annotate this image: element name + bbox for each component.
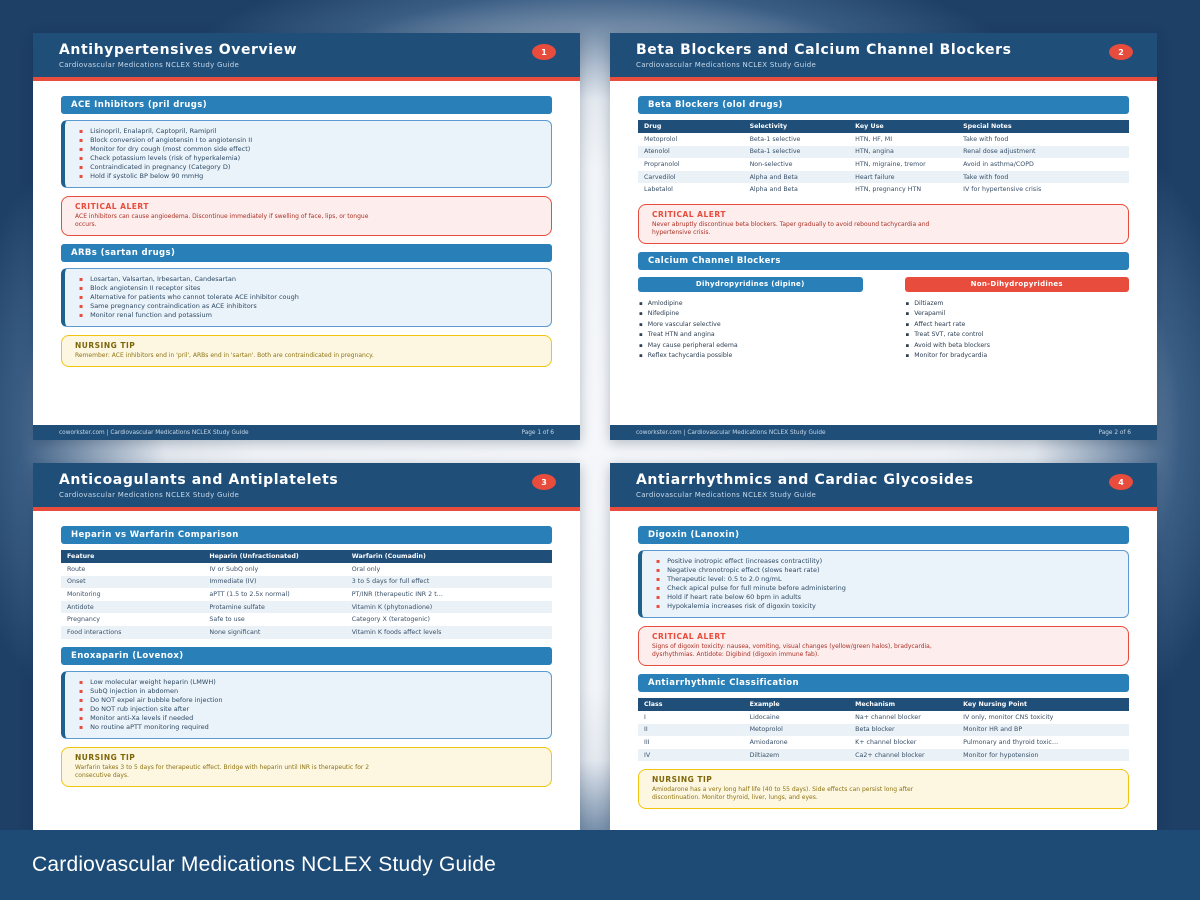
table-cell: K+ channel blocker <box>855 738 917 746</box>
footer-page-number: Page 2 of 6 <box>1098 429 1131 436</box>
table-header-cell: Drug <box>638 120 744 133</box>
table-cell: Monitor for hypotension <box>957 749 1129 762</box>
table-cell: Beta blocker <box>849 724 957 737</box>
table-cell: Immediate (IV) <box>203 576 345 589</box>
list-item: ▪ SubQ injection in abdomen <box>79 687 537 696</box>
nursing-tip-box <box>61 335 552 367</box>
page-content <box>610 81 1157 362</box>
table-row <box>61 626 552 639</box>
list-item: ▪ Hold if systolic BP below 90 mmHg <box>79 172 537 181</box>
list-item: ▪ Block conversion of angiotensin I to angiotensin II <box>79 136 537 145</box>
table-header-cell: Special Notes <box>957 120 1129 133</box>
critical-alert-text: ACE inhibitors can cause angioedema. Discontinue immediately if swelling of face, lips, or tongue occurs. <box>75 213 369 228</box>
table-cell: Ca2+ channel blocker <box>849 749 957 762</box>
document-title: Cardiovascular Medications NCLEX Study Guide <box>32 853 497 876</box>
section-header-ace-inhibitors: ACE Inhibitors (pril drugs) <box>61 96 552 114</box>
critical-alert-title: CRITICAL ALERT <box>652 632 726 641</box>
table-cell: Metoprolol <box>644 135 678 143</box>
list-item: ▪ Contraindicated in pregnancy (Category D) <box>79 163 537 172</box>
table-cell: Lidocaine <box>749 713 780 721</box>
table-row <box>61 601 552 614</box>
list-item: ▪ Avoid with beta blockers <box>906 341 1130 352</box>
critical-alert-box <box>638 204 1129 244</box>
nursing-tip-box <box>61 747 552 787</box>
table-cell: Food interactions <box>61 626 203 639</box>
table-cell: Category X (teratogenic) <box>351 616 430 624</box>
page-card-antihypertensives <box>33 33 580 440</box>
non-dihydropyridines-header: Non-Dihydropyridines <box>905 277 1130 292</box>
table-cell: HTN, angina <box>849 146 957 159</box>
page-subtitle: Cardiovascular Medications NCLEX Study Guide <box>636 491 817 499</box>
nursing-tip-text: Amiodarone has a very long half life (40 to 55 days). Side effects can persist long after discontinuation. Monitor thyroid, liver, lungs, and eyes. <box>652 786 914 802</box>
dihydropyridines-list <box>638 299 863 362</box>
list-item: ▪ Losartan, Valsartan, Irbesartan, Candesartan <box>79 275 537 284</box>
nursing-tip-title: NURSING TIP <box>75 341 136 350</box>
page-number-badge: 2 <box>1109 44 1133 60</box>
list-item: ▪ Low molecular weight heparin (LMWH) <box>79 678 537 687</box>
page-number-badge: 3 <box>532 474 556 490</box>
table-header-cell: Selectivity <box>744 120 850 133</box>
non-dihydropyridines-column <box>905 277 1130 362</box>
list-item: ▪ May cause peripheral edema <box>639 341 863 352</box>
list-item: ▪ Lisinopril, Enalapril, Captopril, Ramipril <box>79 127 537 136</box>
page-header <box>610 33 1157 81</box>
page-title: Anticoagulants and Antiplatelets <box>59 472 339 488</box>
page-footer <box>610 425 1157 440</box>
table-cell: I <box>644 713 646 721</box>
page-header <box>610 463 1157 511</box>
table-cell: IV <box>638 749 744 762</box>
dihydropyridines-header: Dihydropyridines (dipine) <box>638 277 863 292</box>
table-row <box>61 613 552 626</box>
list-item: ▪ Monitor renal function and potassium <box>79 311 537 320</box>
table-cell: Monitor HR and BP <box>957 724 1129 737</box>
table-cell: Oral only <box>351 565 381 573</box>
list-item: ▪ Hold if heart rate below 60 bpm in adults <box>656 593 1114 602</box>
table-cell: Renal dose adjustment <box>957 146 1129 159</box>
critical-alert-title: CRITICAL ALERT <box>652 209 726 219</box>
table-cell: Beta-1 selective <box>749 135 801 143</box>
table-cell: Vitamin K foods affect levels <box>346 626 552 639</box>
table-cell: Labetalol <box>644 186 673 194</box>
page-header <box>33 463 580 511</box>
critical-alert-title: CRITICAL ALERT <box>75 202 149 211</box>
page-content <box>33 81 580 367</box>
section-header-enoxaparin: Enoxaparin (Lovenox) <box>61 647 552 665</box>
list-item: ▪ Negative chronotropic effect (slows heart rate) <box>656 566 1114 575</box>
critical-alert-text: Signs of digoxin toxicity: nausea, vomiting, visual changes (yellow/green halos), bradycardia, dysrhythmias. Antidote: Digibind (digoxin immune fab). <box>652 643 932 658</box>
table-row <box>638 171 1129 184</box>
list-item: ▪ Positive inotropic effect (increases contractility) <box>656 557 1114 566</box>
list-item: ▪ No routine aPTT monitoring required <box>79 723 537 732</box>
section-header-digoxin: Digoxin (Lanoxin) <box>638 526 1129 544</box>
enoxaparin-list <box>61 671 552 739</box>
non-dihydropyridines-list <box>905 299 1130 362</box>
section-header-arbs: ARBs (sartan drugs) <box>61 244 552 262</box>
section-header-antiarrhythmic-classification: Antiarrhythmic Classification <box>638 674 1129 692</box>
table-cell: II <box>638 724 744 737</box>
table-row <box>61 576 552 589</box>
digoxin-list <box>638 550 1129 618</box>
page-title: Antihypertensives Overview <box>59 42 298 58</box>
page-content <box>610 511 1157 809</box>
table-cell: Na+ channel blocker <box>855 713 921 721</box>
page-subtitle: Cardiovascular Medications NCLEX Study Guide <box>59 61 240 69</box>
table-header-cell: Feature <box>61 550 203 563</box>
table-row <box>638 158 1129 171</box>
list-item: ▪ Hypokalemia increases risk of digoxin toxicity <box>656 602 1114 611</box>
table-cell: Onset <box>61 576 203 589</box>
footer-site-text: coworkster.com | Cardiovascular Medications NCLEX Study Guide <box>636 429 826 436</box>
critical-alert-text: Never abruptly discontinue beta blockers. Taper gradually to avoid rebound tachycardia and hypertensive crisis. <box>652 220 930 236</box>
list-item: ▪ Treat SVT, rate control <box>906 330 1130 341</box>
table-cell: Route <box>67 565 86 573</box>
section-header-beta-blockers: Beta Blockers (olol drugs) <box>638 96 1129 114</box>
list-item: ▪ Monitor for bradycardia <box>906 351 1130 362</box>
list-item: ▪ Alternative for patients who cannot tolerate ACE inhibitor cough <box>79 293 537 302</box>
table-cell: Pulmonary and thyroid toxic… <box>963 738 1059 746</box>
antiarrhythmic-table <box>638 698 1129 761</box>
table-cell: HTN, pregnancy HTN <box>855 186 922 194</box>
table-row <box>638 711 1129 724</box>
heparin-warfarin-table <box>61 550 552 639</box>
table-cell: Monitoring <box>67 590 101 598</box>
table-row <box>638 736 1129 749</box>
table-row <box>638 146 1129 159</box>
page-title: Antiarrhythmics and Cardiac Glycosides <box>636 472 974 488</box>
list-item: ▪ Monitor anti-Xa levels if needed <box>79 714 537 723</box>
list-item: ▪ Diltiazem <box>906 299 1130 310</box>
nursing-tip-text: Warfarin takes 3 to 5 days for therapeutic effect. Bridge with heparin until INR is therapeutic for 2 consecutive days. <box>75 763 370 779</box>
list-item: ▪ Affect heart rate <box>906 320 1130 331</box>
nursing-tip-box <box>638 769 1129 809</box>
page-header <box>33 33 580 81</box>
table-cell: None significant <box>203 626 345 639</box>
page-card-antiarrhythmics <box>610 463 1157 830</box>
table-header-cell: Class <box>638 698 744 711</box>
list-item: ▪ Monitor for dry cough (most common side effect) <box>79 145 537 154</box>
table-row <box>638 724 1129 737</box>
list-item: ▪ Reflex tachycardia possible <box>639 351 863 362</box>
page-footer <box>33 425 580 440</box>
list-item: ▪ Same pregnancy contraindication as ACE inhibitors <box>79 302 537 311</box>
bottom-title-bar <box>0 830 1200 900</box>
table-cell: Beta-1 selective <box>744 146 850 159</box>
table-cell: Non-selective <box>749 160 793 168</box>
ccb-columns <box>638 277 1129 362</box>
table-cell: Alpha and Beta <box>749 186 798 194</box>
section-header-calcium-channel-blockers: Calcium Channel Blockers <box>638 252 1129 270</box>
table-cell: Safe to use <box>209 616 245 624</box>
list-item: ▪ Amlodipine <box>639 299 863 310</box>
dihydropyridines-column <box>638 277 863 362</box>
list-item: ▪ Treat HTN and angina <box>639 330 863 341</box>
table-cell: HTN, migraine, tremor <box>855 160 926 168</box>
list-item: ▪ Nifedipine <box>639 309 863 320</box>
table-cell: IV or SubQ only <box>209 565 259 573</box>
critical-alert-box <box>638 626 1129 666</box>
list-item: ▪ Check apical pulse for full minute before administering <box>656 584 1114 593</box>
table-cell: Metoprolol <box>744 724 850 737</box>
page-number-badge: 1 <box>532 44 556 60</box>
table-row <box>61 588 552 601</box>
list-item: ▪ Block angiotensin II receptor sites <box>79 284 537 293</box>
arbs-list <box>61 268 552 327</box>
list-item: ▪ Check potassium levels (risk of hyperkalemia) <box>79 154 537 163</box>
page-card-anticoagulants <box>33 463 580 830</box>
table-header-row <box>638 698 1129 711</box>
table-cell: Diltiazem <box>744 749 850 762</box>
table-row <box>638 749 1129 762</box>
critical-alert-box <box>61 196 552 236</box>
table-cell: Alpha and Beta <box>744 171 850 184</box>
nursing-tip-title: NURSING TIP <box>652 775 713 785</box>
table-cell: Heart failure <box>849 171 957 184</box>
page-number-badge: 4 <box>1109 474 1133 490</box>
table-header-row <box>61 550 552 563</box>
nursing-tip-text: Remember: ACE inhibitors end in 'pril', ARBs end in 'sartan'. Both are contraindicated in pregnancy. <box>75 352 374 359</box>
nursing-tip-title: NURSING TIP <box>75 752 136 762</box>
table-cell: Vitamin K (phytonadione) <box>346 601 552 614</box>
page-content <box>33 511 580 787</box>
table-cell: Antidote <box>61 601 203 614</box>
table-cell: PT/INR (therapeutic INR 2 t… <box>351 590 443 598</box>
table-header-row <box>638 120 1129 133</box>
list-item: ▪ Therapeutic level: 0.5 to 2.0 ng/mL <box>656 575 1114 584</box>
table-row <box>61 563 552 576</box>
table-cell: aPTT (1.5 to 2.5x normal) <box>209 590 290 598</box>
page-subtitle: Cardiovascular Medications NCLEX Study Guide <box>636 61 817 69</box>
table-cell: Take with food <box>957 171 1129 184</box>
table-cell: Carvedilol <box>638 171 744 184</box>
list-item: ▪ Do NOT expel air bubble before injection <box>79 696 537 705</box>
ace-inhibitors-list <box>61 120 552 188</box>
table-cell: HTN, HF, MI <box>855 135 893 143</box>
footer-page-number: Page 1 of 6 <box>521 429 554 436</box>
table-cell: III <box>644 738 650 746</box>
table-cell: IV for hypertensive crisis <box>963 186 1042 194</box>
table-cell: Avoid in asthma/COPD <box>963 160 1034 168</box>
section-header-heparin-warfarin: Heparin vs Warfarin Comparison <box>61 526 552 544</box>
table-cell: Amiodarone <box>749 738 788 746</box>
list-item: ▪ Verapamil <box>906 309 1130 320</box>
table-cell: IV only, monitor CNS toxicity <box>963 713 1054 721</box>
table-cell: Atenolol <box>638 146 744 159</box>
table-header-cell: Key Nursing Point <box>957 698 1129 711</box>
footer-site-text: coworkster.com | Cardiovascular Medications NCLEX Study Guide <box>59 429 249 436</box>
table-cell: Protamine sulfate <box>203 601 345 614</box>
table-header-cell: Example <box>744 698 850 711</box>
list-item: ▪ Do NOT rub injection site after <box>79 705 537 714</box>
list-item: ▪ More vascular selective <box>639 320 863 331</box>
table-header-cell: Mechanism <box>849 698 957 711</box>
table-cell: Propranolol <box>644 160 680 168</box>
page-subtitle: Cardiovascular Medications NCLEX Study Guide <box>59 491 240 499</box>
page-title: Beta Blockers and Calcium Channel Blockers <box>636 42 1012 58</box>
table-cell: Take with food <box>963 135 1009 143</box>
table-row <box>638 133 1129 146</box>
table-cell: 3 to 5 days for full effect <box>346 576 552 589</box>
table-header-cell: Warfarin (Coumadin) <box>346 550 552 563</box>
table-row <box>638 183 1129 196</box>
page-card-beta-blockers-ccb <box>610 33 1157 440</box>
table-cell: Pregnancy <box>67 616 101 624</box>
table-header-cell: Heparin (Unfractionated) <box>203 550 345 563</box>
beta-blockers-table <box>638 120 1129 196</box>
table-header-cell: Key Use <box>849 120 957 133</box>
